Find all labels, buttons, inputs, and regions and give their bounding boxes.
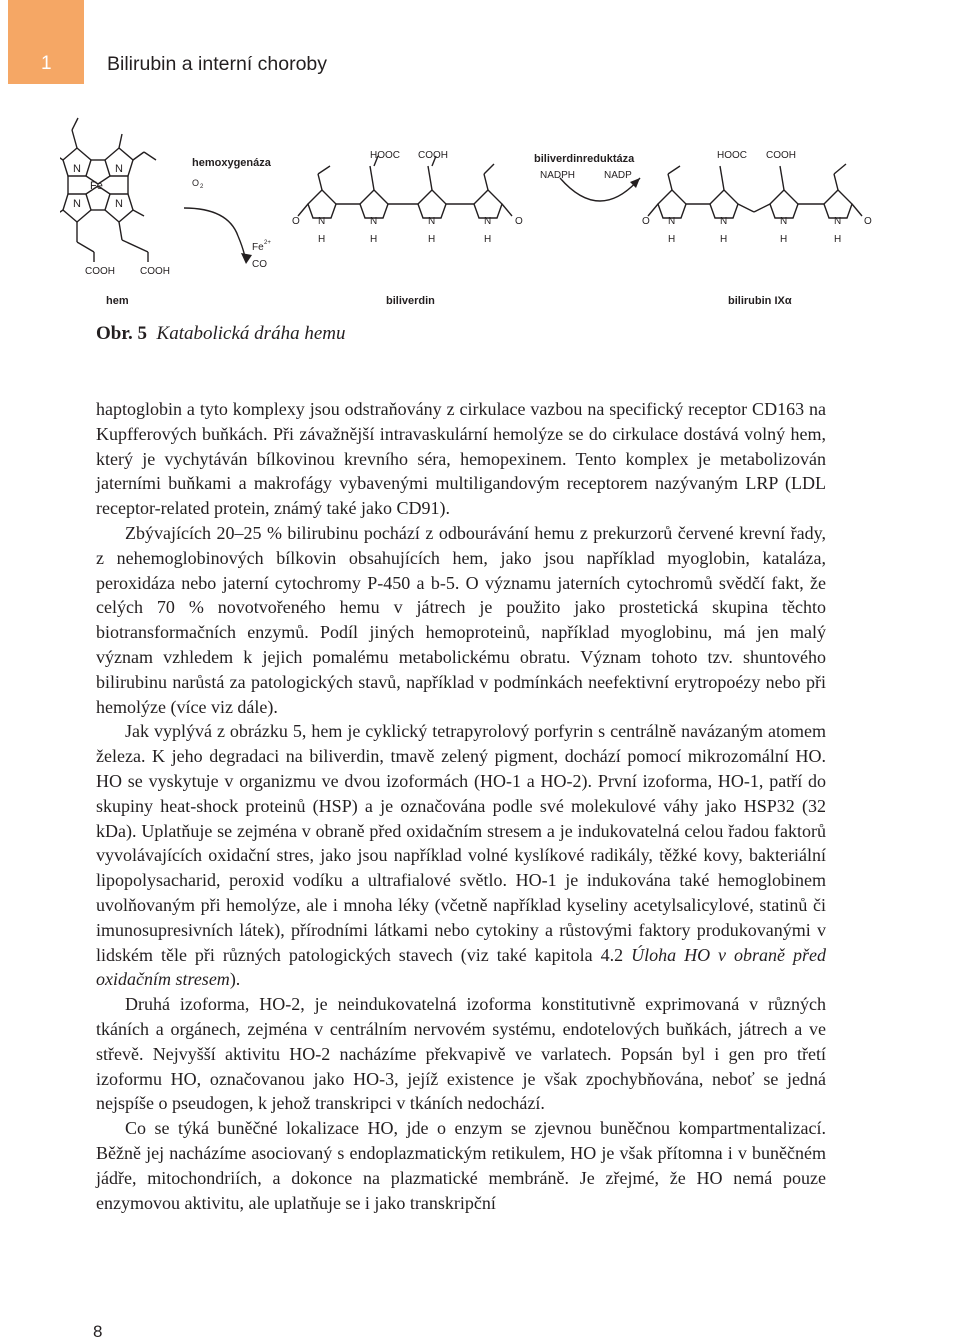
paragraph-2: Zbývajících 20–25 % bilirubinu pochází z odbourávání hemu z prekurzorů červené krevní řady, z nehemoglobinových bílkovin obsahujících hem, jako jsou například myoglobin, kataláza, peroxidáza nebo jaterní cytochromy P-450 a b-5. O významu jaterních cytochromů svědčí fakt, že celých 70 % novotvořeného hemu v játrech je použito jako prostetická skupina těchto biotransformačních enzymů. Podíl jiných hemoproteinů, například myoglobinu, má jen malý význam vzhledem k jejich pomalému metabolickému obratu. Význam tohoto tzv. shuntového bilirubinu narůstá za patologických stavů, například v podmínkách neefektivní erytropoézy nebo při hemolýze (více viz dále). (96, 522, 826, 717)
heme-fe: Fe (90, 180, 103, 192)
caption-label: Obr. 5 (96, 323, 148, 344)
caption-text: Katabolická dráha hemu (156, 323, 346, 344)
heme-n4: N (115, 198, 123, 210)
bilirubin-o1: O (642, 216, 650, 227)
heme-n2: N (115, 163, 123, 175)
fe-label: Fe (252, 242, 264, 253)
paragraph-3-end: ). (229, 969, 241, 990)
fe-sup: 2+ (264, 240, 271, 246)
bilirubin-n2: N (720, 216, 728, 227)
bilirubin-o2: O (864, 216, 872, 227)
biliverdin-n2: N (370, 216, 378, 227)
biliverdin-o2: O (515, 216, 523, 227)
body-text (96, 397, 826, 1215)
bilirubin-cooh: COOH (766, 150, 796, 161)
bilirubin-h4: H (834, 234, 842, 245)
bilirubin-n3: N (780, 216, 788, 227)
o2-sub: 2 (200, 184, 204, 190)
o2-label: O (192, 178, 200, 188)
chapter-number: 1 (41, 53, 52, 74)
paragraph-3-italic-ref: Úloha HO v obraně před oxidačním stresem (96, 944, 826, 990)
reaction-scheme (60, 112, 900, 312)
biliverdin-n3: N (428, 216, 436, 227)
biliverdin-hooc: HOOC (370, 150, 400, 161)
biliverdin-h1: H (318, 234, 326, 245)
biliverdin-h2: H (370, 234, 378, 245)
paragraph-1: haptoglobin a tyto komplexy jsou odstraňovány z cirkulace vazbou na specifický receptor CD163 na Kupfferových buňkách. Při závažnější intravaskulární hemolýze se do cirkulace dostává volný hem, který je vychytáván bílkovinou krevního séra, hemopexinem. Tento komplex je metabolizován jaterními buňkami a makrofágy vybavenými multiligandovým receptorem nazývaným LRP (LDL receptor-related protein, známý také jako CD91). (96, 399, 826, 519)
co-label: CO (252, 259, 267, 270)
heme-cooh-2: COOH (140, 266, 170, 277)
heme-oxygenase-label: hemoxygenáza (192, 157, 271, 169)
bilirubin-h2: H (720, 234, 728, 245)
paragraph-4: Druhá izoforma, HO-2, je neindukovatelná izoforma konstitutivně exprimovaná v různých tkáních a orgánech, zejména v centrálním nervovém systému, endotelových buňkách, játrech a ve střevě. Nejvyšší aktivitu HO-2 nacházíme překvapivě ve varlatech. Popsán byl i gen pro třetí izoformu HO, označovanou jako HO-3, jejíž existence je však zpochybňována, neboť se jedná nejspíše o pseudogen, k jehož transkripci v tkáních nedochází. (96, 994, 826, 1114)
label-bilirubin: bilirubin IXα (728, 295, 792, 307)
bilirubin-n4: N (834, 216, 842, 227)
bilirubin-h3: H (780, 234, 788, 245)
biliverdin-cooh: COOH (418, 150, 448, 161)
paragraph-3 (96, 719, 826, 992)
bilirubin-hooc: HOOC (717, 150, 747, 161)
nadp-label: NADP (604, 170, 632, 181)
biliverdin-n1: N (318, 216, 326, 227)
label-hem: hem (106, 295, 129, 307)
heme-n1: N (73, 163, 81, 175)
paragraph-3-text: Jak vyplývá z obrázku 5, hem je cyklický tetrapyrolový porfyrin s centrálně navázaným atomem železa. K jeho degradaci na biliverdin, tmavě zelený pigment, dochází pomocí mikrozomální HO. HO se vyskytuje v organizmu ve dvou izoformách (HO-1 a HO-2). První izoforma, HO-1, patří do skupiny heat-shock proteinů (HSP) a je označována podle své molekulové váhy jako HSP32 (32 kDa). Uplatňuje se zejména v obraně před oxidačním stresem a je indukovatelná celou řadou faktorů vyvolávajících oxidační stres, jako jsou například volné kyslíkové radikály, těžké kovy, bakteriální lipopolysacharid, peroxid vodíku a ultrafialové světlo. HO-1 je indukována také hemoglobinem uvolňovaným při hemolýze, ale i mnoha léky (včetně například kyseliny acetylsalicylové, statinů či imunosupresivních látek), přírodními látkami nebo cytokiny a růstovými faktory produkovanými v lidském těle při různých patologických stavech (viz také kapitola 4.2 (96, 721, 826, 965)
nadph-label: NADPH (540, 170, 576, 181)
biliverdin-n4: N (484, 216, 492, 227)
page-number: 8 (93, 1322, 103, 1341)
bilirubin-h1: H (668, 234, 676, 245)
heme-n3: N (73, 198, 81, 210)
biliverdin-h3: H (428, 234, 436, 245)
label-biliverdin: biliverdin (386, 295, 435, 307)
biliverdin-o1: O (292, 216, 300, 227)
biliverdin-reductase-label: biliverdinreduktáza (534, 153, 635, 165)
bilirubin-n1: N (668, 216, 676, 227)
figure-caption (96, 323, 345, 345)
chapter-title: Bilirubin a interní choroby (107, 53, 328, 75)
heme-cooh-1: COOH (85, 266, 115, 277)
paragraph-5: Co se týká buněčné lokalizace HO, jde o enzym se zjevnou buněčnou kompartmentalizací. Běžně jej nacházíme asociovaný s endoplazmatickým retikulem, HO je však přítomna i v buněčném jádře, mitochondriích, a dokonce na plazmatické membráně. Je zřejmé, že HO nemá pouze enzymovou aktivitu, ale uplatňuje se i jako transkripční (96, 1118, 826, 1213)
biliverdin-h4: H (484, 234, 492, 245)
heme-catabolism-figure (60, 112, 900, 312)
